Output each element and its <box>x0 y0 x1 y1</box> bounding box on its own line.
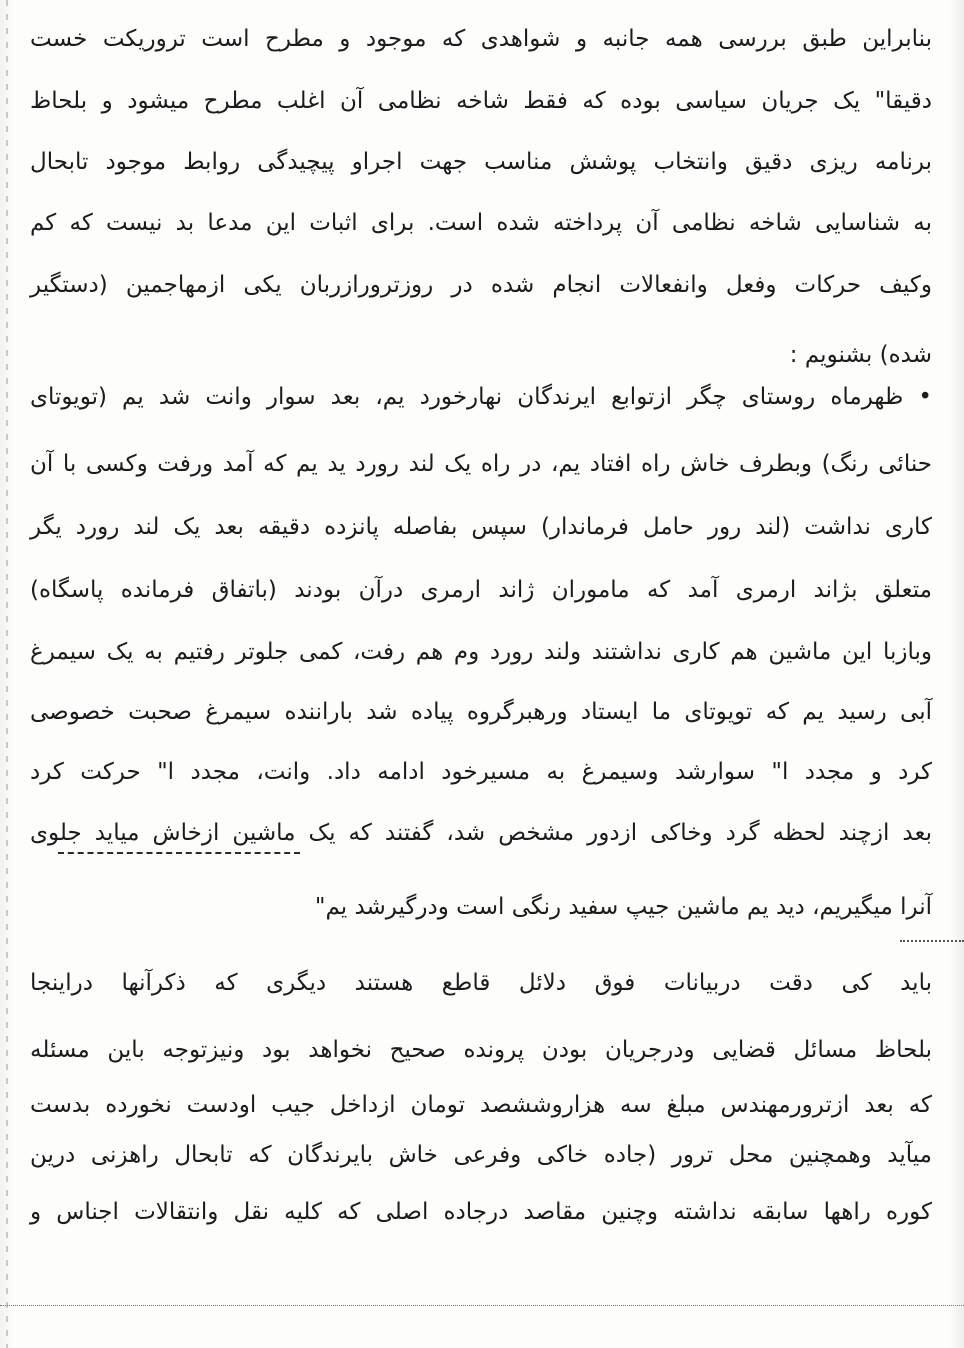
text-line-10: متعلق بژاند ارمری آمد که ماموران ژاند ارمری درآن بودند (باتفاق فرمانده پاسگاه) <box>30 577 932 603</box>
text-line-5: وکیف حرکات وفعل وانفعالات انجام شده در روزترورازربان یکی ازمهاجمین (دستگیر <box>30 272 932 298</box>
text-line-6: شده) بشنویم : <box>789 342 932 368</box>
text-line-13: کرد و مجدد ا" سوارشد وسیمرغ به مسیرخود ادامه داد. وانت، مجدد ا" حرکت کرد <box>30 759 932 785</box>
text-line-20: کوره راهها سابقه نداشته وچنین مقاصد درجاده اصلی که کلیه نقل وانتقالات اجناس و <box>30 1199 932 1225</box>
text-line-7: • ظهرماه روستای چگر ازتوابع ایرندگان نهارخورد یم، بعد سوار وانت شد یم (تویوتای <box>30 384 932 410</box>
text-line-4: به شناسایی شاخه نظامی آن پرداخته شده است. برای اثبات این مدعا بد نیست که کم <box>30 210 932 236</box>
scan-edge-shadow <box>6 0 8 1348</box>
text-line-17: بلحاظ مسائل قضایی ودرجریان بودن پرونده صحیح نخواهد بود ونیزتوجه باین مسئله <box>30 1037 932 1063</box>
text-line-3: برنامه ریزی دقیق وانتخاب پوشش مناسب جهت اجراو پیچیدگی روابط موجود تابحال <box>30 149 932 175</box>
text-line-19: میآید وهمچنین محل ترور (جاده خاکی وفرعی خاش بایرندگان که تابحال راهزنی درین <box>30 1142 932 1168</box>
dashed-rule <box>58 852 300 854</box>
text-line-9: کاری نداشت (لند رور حامل فرماندار) سپس بفاصله پانزده دقیقه بعد یک لند رورد یگر <box>30 514 932 540</box>
text-line-15: آنرا میگیریم، دید یم ماشین جیپ سفید رنگی است ودرگیرشد یم" <box>314 894 932 920</box>
text-line-8: حنائی رنگ) وبطرف خاش راه افتاد یم، در راه یک لند رورد ید یم که آمد ورفت وکسی با آن <box>30 451 932 477</box>
text-line-14: بعد ازچند لحظه گرد وخاکی ازدور مشخص شد، گفتند که یک ماشین ازخاش میاید جلوی <box>30 820 932 846</box>
text-line-11: وبازبا این ماشین هم کاری نداشتند ولند رورد وم هم رفت، کمی جلوتر رفتیم به یک سیمرغ <box>30 639 932 665</box>
scan-artifact <box>900 940 964 942</box>
text-line-18: که بعد ازترورمهندس مبلغ سه هزاروششصد تومان ازداخل جیب اودست نخورده بدست <box>30 1092 932 1118</box>
bottom-scan-artifact <box>0 1305 964 1306</box>
text-line-16: باید کی دقت دربیانات فوق دلائل قاطع هستند دیگری که ذکرآنها دراینجا <box>30 970 932 996</box>
text-line-2: دقیقا" یک جریان سیاسی بوده که فقط شاخه نظامی آن اغلب مطرح میشود و بلحاظ <box>30 88 932 114</box>
text-line-12: آبی رسید یم که تویوتای ما ایستاد ورهبرگروه پیاده شد باراننده سیمرغ صحبت خصوصی <box>30 699 932 725</box>
text-line-1: بنابراین طبق بررسی همه جانبه و شواهدی که موجود و مطرح است تروریکت خست <box>30 26 932 52</box>
